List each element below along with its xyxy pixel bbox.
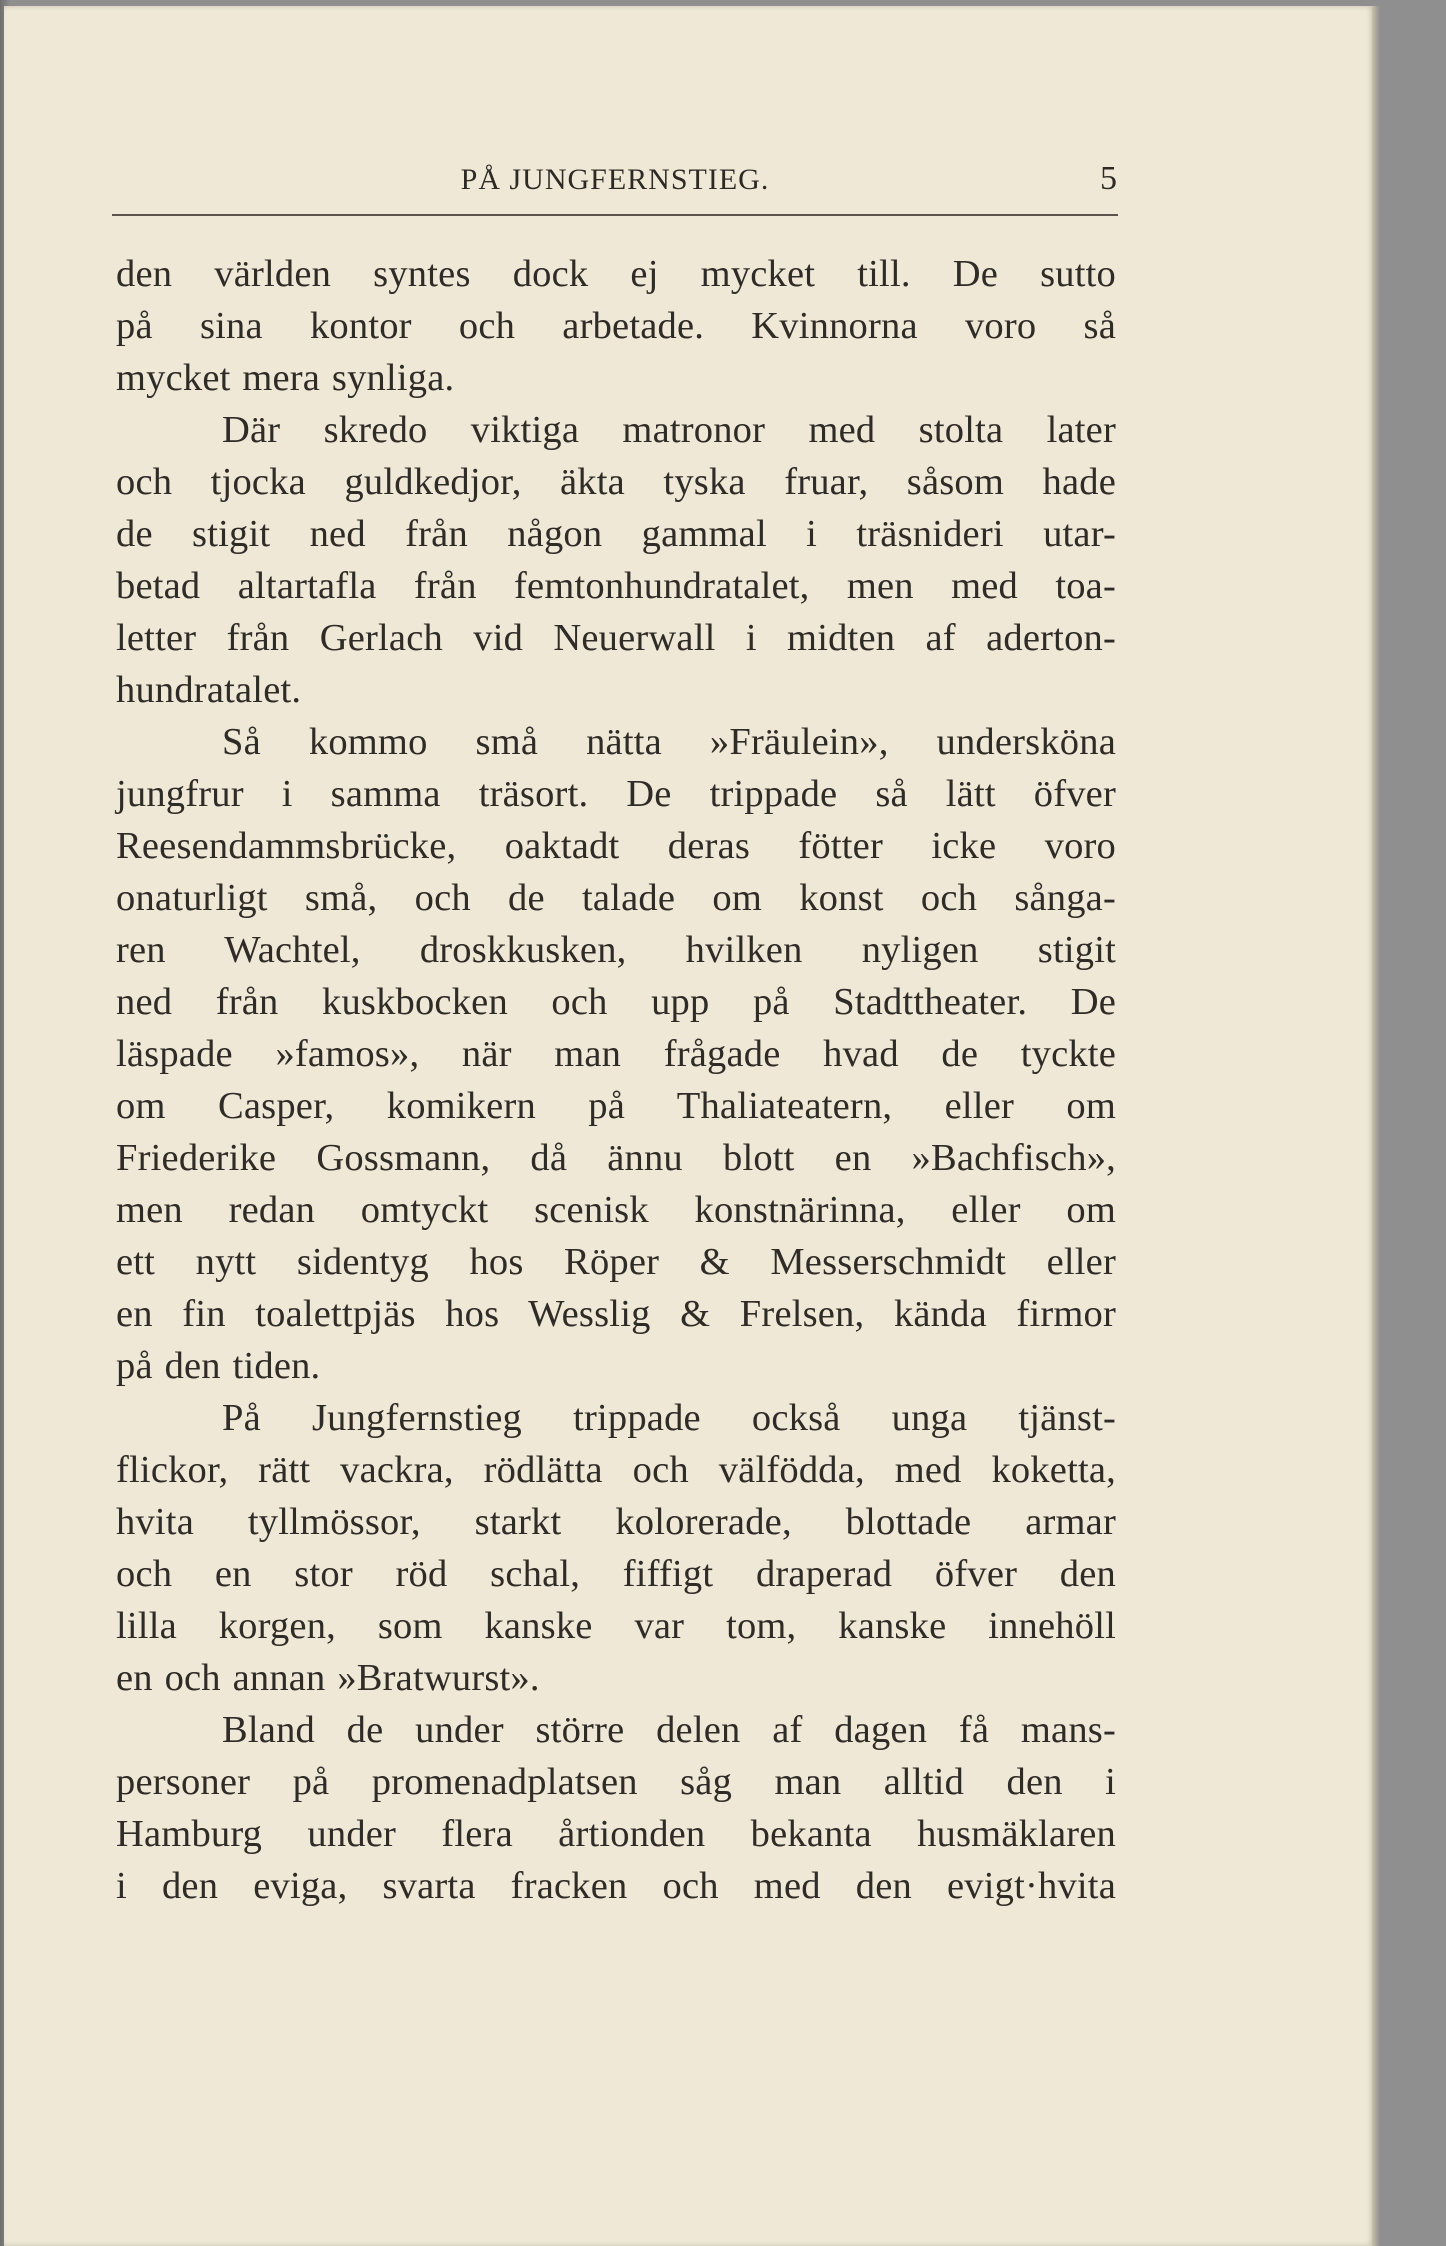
text-line: jungfrur i samma träsort. De trippade så lätt öfver [116, 773, 1116, 815]
text-line: betad altartafla från femtonhundratalet, men med toa- [116, 565, 1116, 607]
page-number: 5 [1100, 160, 1118, 197]
text-line: Så kommo små nätta »Fräulein», undersköna [222, 721, 1116, 763]
text-line: mycket mera synliga. [116, 357, 455, 399]
text-line: om Casper, komikern på Thaliateatern, eller om [116, 1085, 1116, 1127]
text-line: ren Wachtel, droskkusken, hvilken nyligen stigit [116, 929, 1116, 971]
text-line: hvita tyllmössor, starkt kolorerade, blottade armar [116, 1501, 1116, 1543]
text-line: och en stor röd schal, fiffigt draperad öfver den [116, 1553, 1116, 1595]
text-line: i den eviga, svarta fracken och med den evigt·hvita [116, 1865, 1116, 1907]
text-line: läspade »famos», när man frågade hvad de tyckte [116, 1033, 1116, 1075]
text-line: På Jungfernstieg trippade också unga tjänst- [222, 1397, 1116, 1439]
text-line: ett nytt sidentyg hos Röper & Messerschmidt eller [116, 1241, 1116, 1283]
text-line: en fin toalettpjäs hos Wesslig & Frelsen, kända firmor [116, 1293, 1116, 1335]
text-line: letter från Gerlach vid Neuerwall i midten af aderton- [116, 617, 1116, 659]
running-title: PÅ JUNGFERNSTIEG. [460, 163, 770, 196]
header-rule [112, 214, 1118, 216]
body-text [116, 248, 1116, 1912]
text-line: Där skredo viktiga matronor med stolta later [222, 409, 1116, 451]
text-line: lilla korgen, som kanske var tom, kanske innehöll [116, 1605, 1116, 1647]
text-line: den världen syntes dock ej mycket till. De sutto [116, 253, 1116, 295]
text-line: Friederike Gossmann, då ännu blott en »Bachfisch», [116, 1137, 1116, 1179]
text-line: Bland de under större delen af dagen få mans- [222, 1709, 1116, 1751]
text-line: personer på promenadplatsen såg man alltid den i [116, 1761, 1116, 1803]
text-line: ned från kuskbocken och upp på Stadttheater. De [116, 981, 1116, 1023]
text-line: onaturligt små, och de talade om konst och sånga- [116, 877, 1116, 919]
text-line: Reesendammsbrücke, oaktadt deras fötter icke voro [116, 825, 1116, 867]
page-edge [1372, 6, 1380, 2246]
text-line: på sina kontor och arbetade. Kvinnorna voro så [116, 305, 1116, 347]
text-line: men redan omtyckt scenisk konstnärinna, eller om [116, 1189, 1116, 1231]
text-line: och tjocka guldkedjor, äkta tyska fruar, såsom hade [116, 461, 1116, 503]
text-line: de stigit ned från någon gammal i träsnideri utar- [116, 513, 1116, 555]
text-line: hundratalet. [116, 669, 302, 711]
text-line: Hamburg under flera årtionden bekanta husmäklaren [116, 1813, 1116, 1855]
text-line: flickor, rätt vackra, rödlätta och välfödda, med koketta, [116, 1449, 1116, 1491]
text-line: på den tiden. [116, 1345, 321, 1387]
text-line: en och annan »Bratwurst». [116, 1657, 540, 1699]
page-header [112, 160, 1118, 202]
